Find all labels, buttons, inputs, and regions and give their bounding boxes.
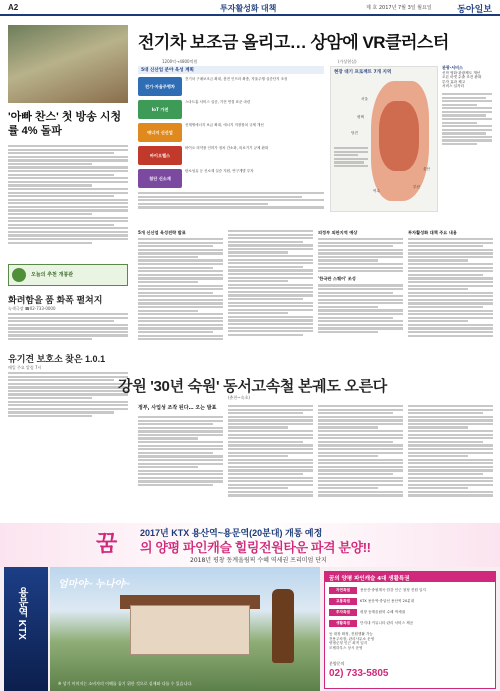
issue-date: 제 호 2017년 7월 3일 월요일 [366,5,432,11]
feature-row [329,619,493,628]
article-column [138,230,223,340]
sector-tag: IoT 가전 [138,100,182,119]
left-headline: '아빠 찬스' 첫 방송 시청률 4% 돌파 [8,111,122,137]
article-column [408,230,493,337]
newspaper-logo: 동아일보 [457,4,492,14]
ad-line-1: 2017년 KTX 용산역~용문역(20분대) 개통 예정 [140,528,323,538]
article-column [228,230,313,336]
map-label: 당진 [351,131,358,135]
ad-line-3: 2018년 평창 동계올림픽 수혜 역세권 프리미엄 단지 [190,557,327,564]
sector-text: 바이오 의약품 인허가 절차 간소화, 의료기기 규제 완화 [185,146,269,150]
ktx-train-image [4,567,48,691]
wine-bottle-icon [272,589,294,663]
feature-row [329,586,493,595]
main-subtitle-left: 1200억→4800억원 [162,59,198,64]
sector-row [138,169,324,190]
main-headline: 전기차 보조금 올리고… 상암에 VR클러스터 [138,33,449,52]
article-column [138,405,223,486]
feature-label: 생활특권 [329,620,357,627]
small-ad-banner[interactable] [8,264,128,286]
left-body-text-3 [8,372,128,428]
feature-row [329,608,493,617]
ad-feature-panel [324,571,496,689]
feature-value: 평창 동계올림픽 수혜 역세권 [360,610,406,614]
sector-notes [138,192,324,213]
map-label: 서울 [361,97,368,101]
column-heading: 투자활성화 대책 주요 내용 [408,230,457,235]
column-heading: 5개 신산업 육성전략 발표 [138,230,186,235]
feature-note: 모델하우스 상시 운영 [329,645,363,650]
sector-text: 스마트홈 서비스 실증, 가전 연결 표준 마련 [185,100,251,104]
second-headline: 강원 '30년 숙원' 동서고속철 본궤도 오른다 [118,378,387,395]
info-sidebar [442,66,492,216]
left-subheadline-2-info: 매일 주요 알림 7시 [8,365,42,370]
map-label: 여수 [373,189,380,193]
sector-row [138,146,324,167]
sidebar-item: 오픈 마켓 수출 조건 완화 [442,75,482,80]
sector-tag: 바이오헬스 [138,146,182,165]
column-heading: 의정부 외판지역 예상 [318,230,358,235]
resort-rendering [50,567,320,691]
second-article-body [138,405,492,520]
sidebar-title: 관광·서비스 [442,65,463,70]
sidebar-item: 신작 영화·관광제도 개선 [442,70,481,75]
feature-row [329,597,493,606]
ad-script-text: 엄마야~ 누나야~ [58,579,130,590]
ad-kkum-mark: 꿈 [96,531,118,556]
train-label: 용문역 KTX [16,587,27,640]
main-article-body [138,230,492,360]
sector-row [138,77,324,98]
sidebar-item: 서비스 일자리 [442,84,464,89]
sector-text: 전기차 구매보조금 확대, 충전 인프라 확충, 자율주행 실증단지 조성 [185,77,288,81]
feature-value: KTX 용문역·중앙선 용산역 20분대 [360,599,415,603]
sector-tag: 전기·자율주행차 [138,77,182,96]
map-title: 현장 대기 프로젝트 7개 지역 [334,70,392,75]
leaf-icon [12,268,26,282]
real-estate-ad[interactable] [0,523,500,691]
article-column [228,405,313,497]
article-column [318,230,403,333]
ad-line-2: 의 양평 파인캐슬 힐링전원타운 파격 분양!! [140,540,371,555]
feature-value: 단지내 커뮤니티·관리 서비스 제공 [360,621,414,625]
page-number: A2 [8,3,19,12]
feature-label: 자연특권 [329,587,357,594]
building [130,605,250,655]
korea-map [330,66,438,212]
sidebar-item: 투자 효과 제고 [442,79,466,84]
panel-title: 꿈의 양평 파인캐슬 4대 생활특권 [325,572,495,582]
feature-note: 동 대장 확정, 전원생활 가능 [329,632,373,636]
feature-notes [329,632,493,650]
article-column [318,405,403,497]
sector-text: 탄소섬유 등 신소재 실증 지원, 연구개발 투자 [185,169,254,173]
feature-label: 교통특권 [329,598,357,605]
left-body-text-2 [8,313,128,348]
feature-note: 양평군청 인근 최적 입지 [329,641,368,646]
broadcast-photo [8,25,128,103]
infographic [138,66,492,226]
left-subheadline-1: 화려함을 품 화폭 펼쳐지 [8,295,103,305]
small-ad-text: 오늘의 추천 개봉관 [31,272,74,278]
sector-row [138,123,324,144]
map-label: 부산 [413,185,420,189]
map-label: 평택 [357,115,364,119]
sector-text: 신재생에너지 보급 확대, 에너지 저장장치 규제 개선 [185,123,264,127]
phone-label: 분양문의 [329,661,345,666]
sector-tag: 에너지 신산업 [138,123,182,142]
phone-number[interactable]: 02) 733-5805 [329,668,389,679]
map-label: 울산 [423,167,430,171]
second-kicker: 정부, 사업성 조작 된다… 오는 발표 [138,405,217,411]
sector-tag: 첨단 신소재 [138,169,182,188]
feature-label: 투자특권 [329,609,357,616]
article-column [408,405,493,497]
section-title: 투자활성화 대책 [220,4,277,13]
left-subheadline-2: 유기견 보호소 찾은 1.0.1 [8,354,106,364]
infographic-title: 5대 신산업 분야 육성 계획 [138,66,324,74]
page-header [0,0,500,16]
second-subtitle: (춘천~속초) [228,395,250,400]
left-subheadline-1-info: 녹색극장 ☎02-733-0000 [8,306,56,311]
left-body-text [8,145,128,258]
main-subtitle-right: (가상현실) [338,59,357,64]
feature-note: 전용주차장, 관리사무소 운영 [329,636,375,641]
map-highlight [379,101,419,171]
render-caption: ※ 상기 이미지는 소비자의 이해를 돕기 위한 것으로 실제와 다를 수 있습니다. [58,681,193,686]
feature-value: 용문산·중원계곡·한강 인근 청정 전원 입지 [360,588,426,592]
sector-row [138,100,324,121]
column-heading: '한국판 스퀘어' 조성 [318,276,356,282]
